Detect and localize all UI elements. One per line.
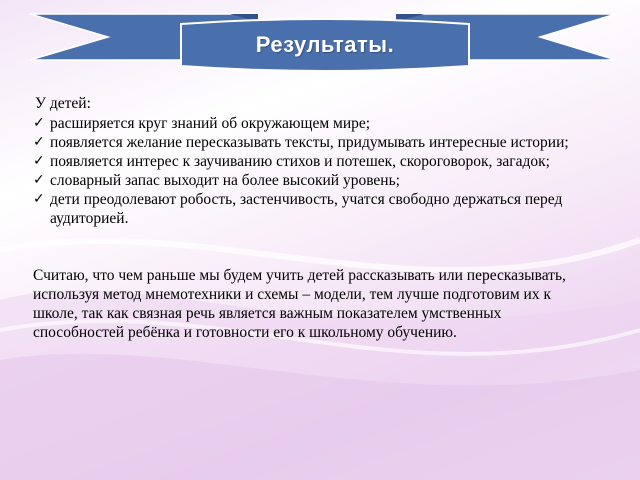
- page-title: Результаты.: [255, 32, 395, 57]
- list-item-text: появляется интерес к заучиванию стихов и потешек, скороговорок, загадок;: [50, 153, 550, 170]
- checkmark-icon: ✓: [33, 191, 45, 207]
- intro-text: У детей:: [35, 95, 91, 112]
- list-item: [33, 133, 613, 152]
- checkmark-icon: ✓: [33, 115, 45, 131]
- list-item: [33, 171, 613, 190]
- list-item-text: словарный запас выходит на более высокий уровень;: [50, 172, 400, 189]
- checkmark-icon: ✓: [33, 153, 45, 169]
- checkmark-icon: ✓: [33, 134, 45, 150]
- list-item: [33, 190, 613, 228]
- content-area: [33, 94, 613, 342]
- list-item-text: расширяется круг знаний об окружающем мире;: [50, 115, 371, 132]
- list-item-text: появляется желание пересказывать тексты, придумывать интересные истории;: [50, 134, 569, 151]
- list-item-text: дети преодолевают робость, застенчивость, учатся свободно держаться перед аудиторией.: [50, 191, 563, 227]
- checkmark-icon: ✓: [33, 172, 45, 188]
- conclusion-paragraph: Считаю, что чем раньше мы будем учить детей рассказывать или пересказывать, используя метод мнемотехники и схемы – модели, тем лучше подготовим их к школе, так как связная речь является важным показателем умственных способностей ребёнка и готовности его к школьному обучению.: [33, 267, 566, 341]
- list-item: [33, 114, 613, 133]
- results-list: [33, 114, 613, 228]
- list-item: [33, 152, 613, 171]
